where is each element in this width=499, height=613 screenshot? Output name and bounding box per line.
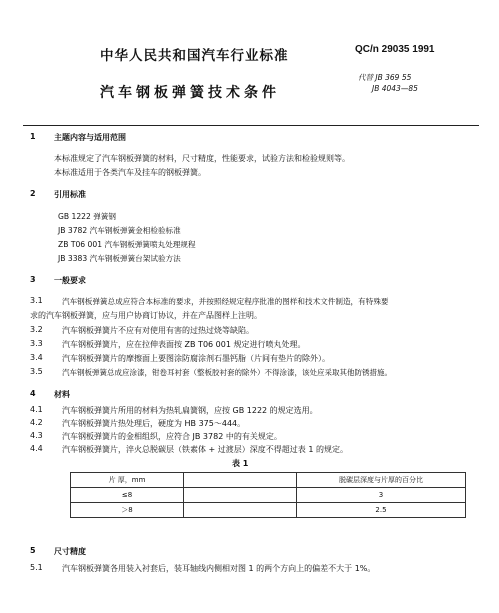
section-5-title: 尺寸精度	[54, 547, 86, 556]
clause-3-5-text: 汽车钢板弹簧总成应涂漆，钳卷耳衬套（整板胶衬套的除外）不得涂漆，该处应采取其他防锈措施。	[62, 368, 392, 377]
table-cell-thickness: ＞8	[71, 503, 184, 518]
clause-3-3-number: 3.3	[30, 339, 43, 348]
clause-5-1-number: 5.1	[30, 563, 43, 572]
table-cell-blank	[184, 503, 297, 518]
table-cell-percentage: 3	[297, 488, 466, 503]
reference-jb3782: JB 3782 汽车钢板弹簧金相检验标准	[58, 226, 181, 235]
column-header-blank	[184, 473, 297, 488]
standard-code: QC/n 29035 1991	[355, 44, 435, 55]
table-1-caption: 表 1	[232, 459, 249, 468]
document-title: 汽车钢板弹簧技术条件	[100, 85, 280, 101]
column-header-decarburization: 脱碳层深度与片厚的百分比	[297, 473, 466, 488]
clause-4-3-text: 汽车钢板弹簧片的金相组织，应符合 JB 3782 中的有关规定。	[62, 432, 282, 441]
replaces-standard-2: JB 4043—85	[372, 84, 418, 93]
section-4-number: 4	[30, 389, 36, 398]
clause-4-2-number: 4.2	[30, 418, 43, 427]
section-5-number: 5	[30, 546, 36, 555]
clause-3-5-number: 3.5	[30, 367, 43, 376]
reference-jb3383: JB 3383 汽车钢板弹簧台架试验方法	[58, 254, 181, 263]
table-cell-thickness: ≤8	[71, 488, 184, 503]
clause-3-2-number: 3.2	[30, 325, 43, 334]
section-3-title: 一般要求	[54, 276, 86, 285]
clause-4-2-text: 汽车钢板弹簧片热处理后，硬度为 HB 375～444。	[62, 419, 246, 428]
clause-3-2-text: 汽车钢板弹簧片不应有对使用有害的过热过烧等缺陷。	[62, 326, 254, 335]
clause-4-4-number: 4.4	[30, 444, 43, 453]
section-1-number: 1	[30, 132, 36, 141]
clause-4-4-text: 汽车钢板弹簧片，淬火总脱碳层（铁素体 + 过渡层）深度不得超过表 1 的规定。	[62, 445, 348, 454]
section-1-para-2: 本标准适用于各类汽车及挂车的钢板弹簧。	[54, 168, 206, 177]
section-2-title: 引用标准	[54, 190, 86, 199]
replaces-standard-1: 代替 JB 369 55	[358, 73, 412, 82]
clause-3-1-continuation: 求的汽车钢板弹簧，应与用户协商订协议，并在产品图样上注明。	[30, 311, 262, 320]
clause-3-1-text: 汽车钢板弹簧总成应符合本标准的要求，并按照经规定程序批准的图样和技术文件制造，有特殊要	[62, 297, 389, 306]
section-4-title: 材料	[54, 390, 70, 399]
column-header-thickness: 片 厚，mm	[71, 473, 184, 488]
table-cell-blank	[184, 488, 297, 503]
table-row	[71, 488, 466, 503]
clause-5-1-text: 汽车钢板弹簧各用装入衬套后，装耳轴线内侧相对图 1 的两个方向上的偏差不大于 1%。	[62, 564, 376, 573]
table-cell-percentage: 2.5	[297, 503, 466, 518]
clause-4-3-number: 4.3	[30, 431, 43, 440]
section-2-number: 2	[30, 189, 36, 198]
clause-4-1-number: 4.1	[30, 405, 43, 414]
section-1-para-1: 本标准规定了汽车钢板弹簧的材料，尺寸精度，性能要求，试验方法和检验规则等。	[54, 154, 350, 163]
decarburization-table	[70, 472, 466, 518]
clause-3-3-text: 汽车钢板弹簧片，应在拉伸表面按 ZB T06 001 规定进行喷丸处理。	[62, 340, 306, 349]
clause-4-1-text: 汽车钢板弹簧片所用的材料为热轧扁簧钢，应按 GB 1222 的规定选用。	[62, 406, 318, 415]
section-1-title: 主题内容与适用范围	[54, 133, 126, 142]
table-row	[71, 503, 466, 518]
clause-3-4-number: 3.4	[30, 353, 43, 362]
clause-3-1-number: 3.1	[30, 296, 43, 305]
section-3-number: 3	[30, 275, 36, 284]
reference-zbt06001: ZB T06 001 汽车钢板弹簧喷丸处理规程	[58, 240, 196, 249]
table-header-row	[71, 473, 466, 488]
clause-3-4-text: 汽车钢板弹簧片的摩擦面上要图涂防腐涂剂石墨钙脂（片间有垫片的除外）。	[62, 354, 330, 363]
reference-gb1222: GB 1222 弹簧钢	[58, 212, 117, 221]
standard-category-title: 中华人民共和国汽车行业标准	[100, 48, 289, 64]
header-divider	[23, 125, 479, 126]
